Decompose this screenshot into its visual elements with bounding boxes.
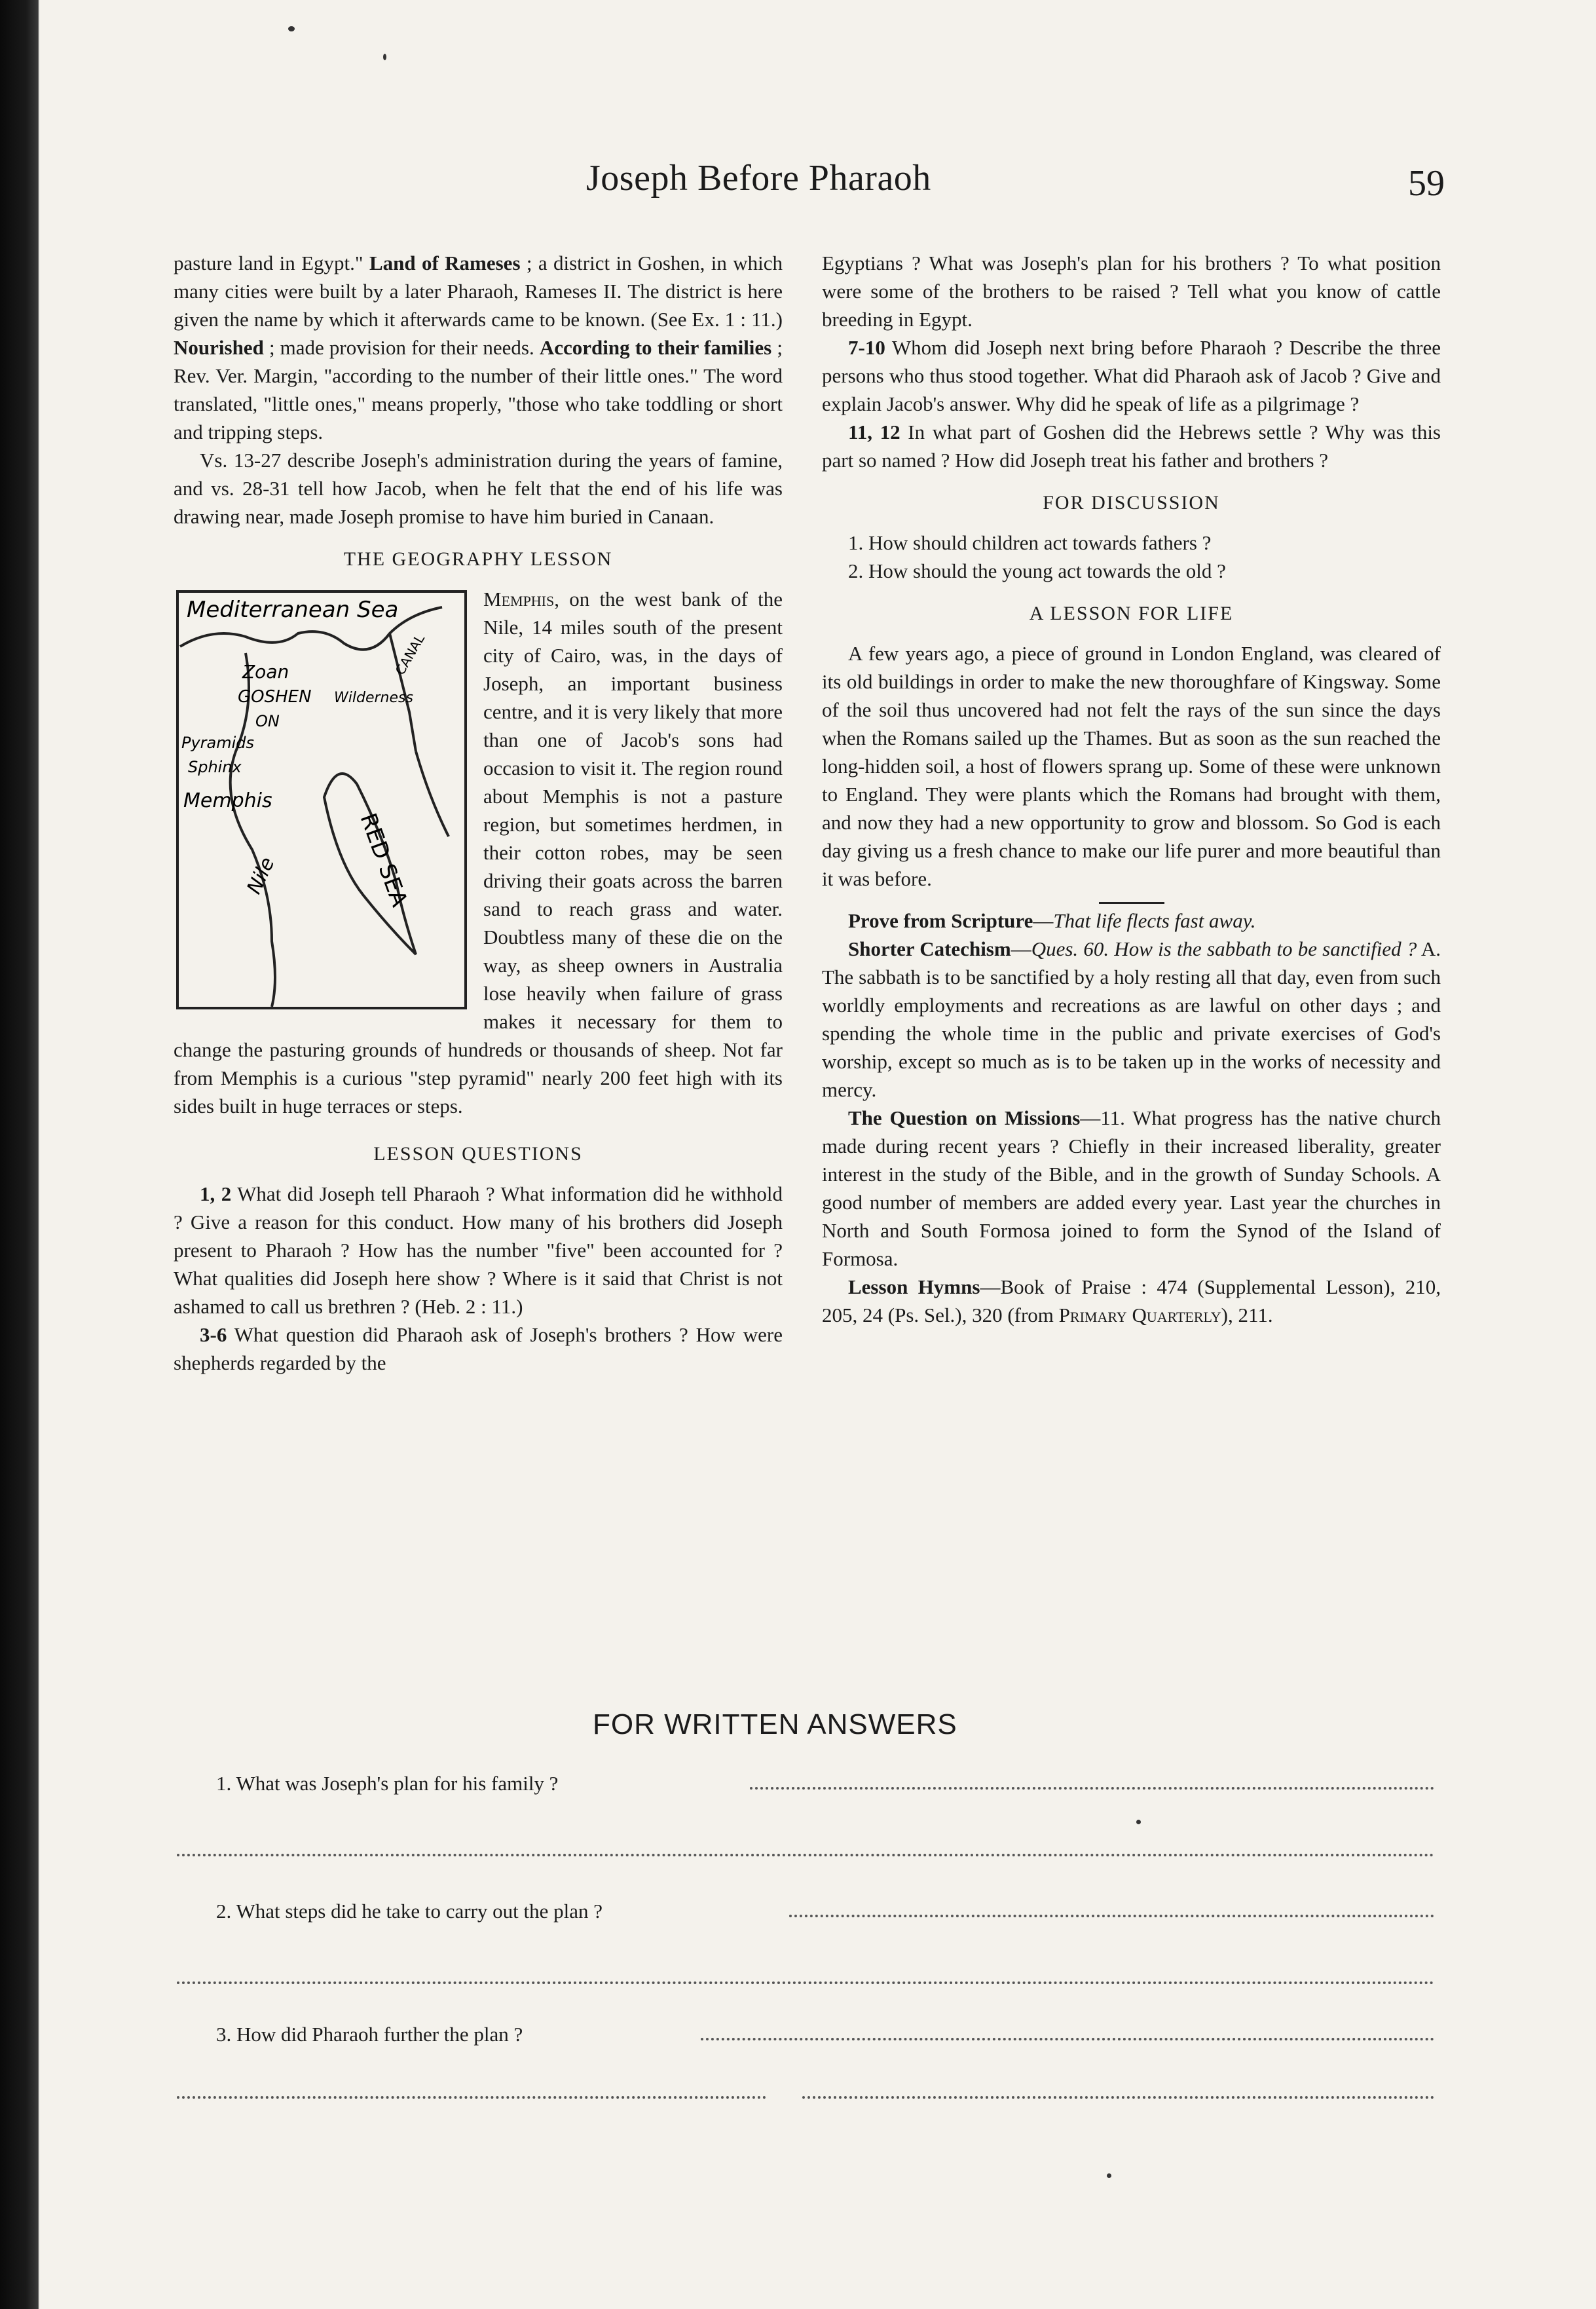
answer-line[interactable]: [789, 1915, 1434, 1917]
answer-line[interactable]: [802, 2096, 1434, 2099]
discussion-heading: FOR DISCUSSION: [1043, 492, 1220, 514]
discussion-item-1: 1. How should children act towards fathers ?: [848, 531, 1212, 554]
lesson-questions-heading: LESSON QUESTIONS: [373, 1143, 583, 1165]
label-memphis: Memphis: [183, 789, 272, 812]
running-head: Joseph Before Pharaoh: [586, 158, 931, 198]
left-column: [174, 249, 783, 1377]
answer-line[interactable]: [750, 1787, 1434, 1790]
lesson-hymns: Lesson Hymns—Book of Praise : 474 (Supplemental Lesson), 210, 205, 24 (Ps. Sel.), 320 (from Primary Quarterly), 211.: [822, 1275, 1441, 1326]
label-on: ON: [255, 712, 280, 730]
book-spine-shadow: [0, 0, 39, 2309]
red-sea-gulf: [324, 774, 416, 954]
label-red-sea: RED SEA: [354, 810, 413, 910]
written-question-2: 2. What steps did he take to carry out the plan ?: [216, 1900, 603, 1923]
geography-heading: THE GEOGRAPHY LESSON: [343, 548, 613, 570]
right-column: [822, 249, 1441, 1329]
question-continued: Egyptians ? What was Joseph's plan for his brothers ? To what position were some of the brothers to be raised ? Tell what you know of cattle breeding in Egypt.: [822, 252, 1441, 331]
lesson-for-life-text: A few years ago, a piece of ground in London England, was cleared of its old buildings in order to make the new thoroughfare of Kingsway. Some of the soil thus uncovered had not felt the rays of the sun since the days when the Romans sailed up the Thames. But as soon as the sun reached the long-hidden soil, a host of flowers sprang up. Some of these were unknown to England. They were plants which the Romans had brought with them, and now they had a new opportunity to grow and blossom. So God is each day giving us a fresh chance to make our life purer and more beautiful than it was before.: [822, 642, 1441, 890]
answer-line[interactable]: [177, 1981, 1434, 1984]
label-goshen: GOSHEN: [238, 687, 312, 707]
geography-section: [174, 585, 783, 1120]
label-sphinx: Sphinx: [188, 758, 242, 776]
question-3-6: 3-6 What question did Pharaoh ask of Joseph's brothers ? How were shepherds regarded by the: [174, 1323, 783, 1374]
discussion-item-2: 2. How should the young act towards the old ?: [848, 559, 1226, 582]
question-11-12: 11, 12 In what part of Goshen did the Hebrews settle ? Why was this part so named ? How did Joseph treat his father and brothers ?: [822, 421, 1441, 472]
term-land-of-rameses: Land of Rameses: [369, 252, 521, 274]
paragraph-verses: Vs. 13-27 describe Joseph's administration during the years of famine, and vs. 28-31 tell how Jacob, when he felt that the end of his life was drawing near, made Joseph promise to have him buried in Canaan.: [174, 449, 783, 528]
paragraph-notes: pasture land in Egypt." Land of Rameses ; a district in Goshen, in which many cities were built by a later Pharaoh, Rameses II. The district is here given the name by which it afterwards came to be known. (See Ex. 1 : 11.) Nourished ; made provision for their needs. According to their families ; Rev. Ver. Margin, "according to the number of their little ones." The word translated, "little ones," means properly, "those who take toddling or short and tripping steps.: [174, 252, 783, 443]
label-canal: CANAL: [392, 631, 428, 678]
label-pyramids: Pyramids: [181, 734, 255, 752]
page-number: 59: [1408, 163, 1445, 204]
written-answers-title: FOR WRITTEN ANSWERS: [593, 1708, 957, 1740]
label-wilderness: Wilderness: [334, 690, 413, 706]
print-speck: [383, 54, 386, 60]
answer-line[interactable]: [177, 1854, 1434, 1856]
question-7-10: 7-10 Whom did Joseph next bring before Pharaoh ? Describe the three persons who thus stood together. What did Pharaoh ask of Jacob ? Give and explain Jacob's answer. Why did he speak of life as a pilgrimage ?: [822, 336, 1441, 415]
written-question-3: 3. How did Pharaoh further the plan ?: [216, 2023, 523, 2046]
geography-text: on the west bank of the Nile, 14 miles south of the present city of Cairo, was, in the days of Joseph, an important business centre, and it is very likely that more than one of Jacob's sons had occasion to visit it. The region round about Memphis is not a pasture region, but sometimes herdmen, in their cotton robes, may be seen driving their goats across the barren sand to reach grass and water. Doubtless many of these die on the way, as sheep owners in Australia lose heavily when failure of grass makes it necessary for them to change the pasturing grounds of hundreds or thousands of sheep. Not far from Memphis is a curious "step pyramid" nearly 200 feet high with its sides built in huge terraces or steps.: [174, 588, 783, 1117]
answer-line[interactable]: [177, 2096, 766, 2099]
prove-from-scripture: Prove from Scripture—That life flects fast away.: [848, 909, 1256, 932]
print-speck: [1107, 2173, 1111, 2178]
map-drawing: [174, 588, 472, 1013]
question-1-2: 1, 2 What did Joseph tell Pharaoh ? What information did he withhold ? Give a reason for this conduct. How many of his brothers did Joseph present to Pharaoh ? How has the number "five" been accounted for ? What qualities did Joseph here show ? Where is it said that Christ is not ashamed to call us brethren ? (Heb. 2 : 11.): [174, 1182, 783, 1318]
answer-line[interactable]: [701, 2038, 1434, 2040]
print-speck: [288, 26, 295, 31]
lesson-for-life-heading: A LESSON FOR LIFE: [1029, 603, 1234, 624]
written-question-1: 1. What was Joseph's plan for his family ?: [216, 1772, 559, 1795]
section-divider: [1099, 902, 1164, 904]
geography-map: [174, 588, 472, 1013]
label-nile: Nile: [242, 854, 280, 898]
gulf-east-shore: [416, 751, 449, 836]
term-according-to-families: According to their families: [539, 336, 772, 359]
label-zoan: Zoan: [242, 661, 289, 683]
question-on-missions: The Question on Missions—11. What progress has the native church made during recent years ? Chiefly in their increased liberality, greater interest in the study of the Bible, and in the growth of Sunday Schools. A good number of members are added every year. Last year the churches in North and South Formosa joined to form the Synod of the Island of Formosa.: [822, 1106, 1441, 1270]
print-speck: [1136, 1820, 1141, 1824]
label-mediterranean-sea: Mediterranean Sea: [187, 597, 399, 623]
term-nourished: Nourished: [174, 336, 264, 359]
shorter-catechism: Shorter Catechism—Ques. 60. How is the sabbath to be sanctified ? A. The sabbath is to be sanctified by a holy resting all that day, even from such worldly employments and recreations as are lawful on other days ; and spending the whole time in the public and private exercises of God's worship, except so much as is to be taken up in the works of necessity and mercy.: [822, 937, 1441, 1101]
term-memphis: Memphis,: [483, 588, 559, 610]
